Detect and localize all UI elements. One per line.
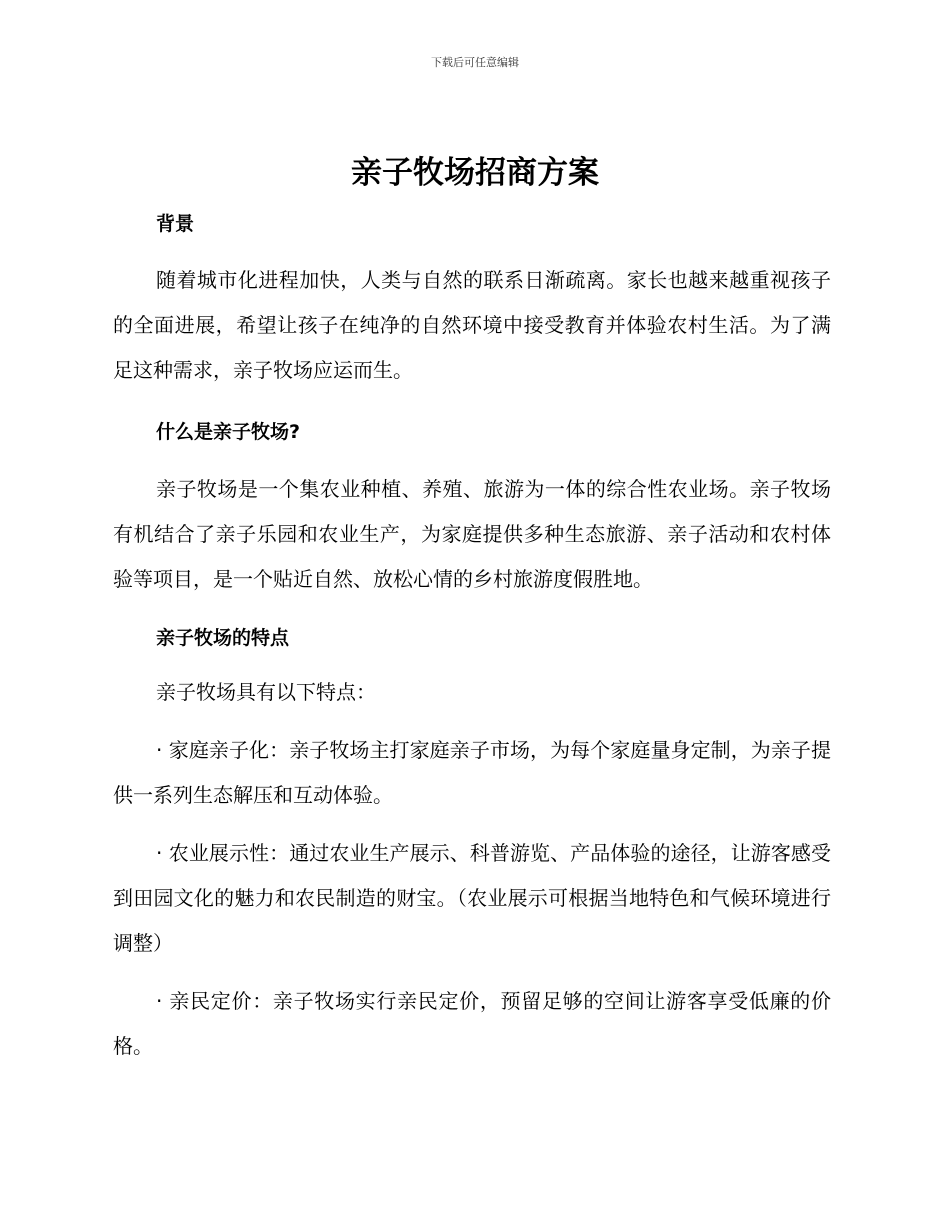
feature-item-family: · 家庭亲子化：亲子牧场主打家庭亲子市场，为每个家庭量身定制，为亲子提供一系列生态解压和互动体验。 bbox=[113, 738, 831, 807]
section-heading-features: 亲子牧场的特点 bbox=[156, 627, 290, 649]
document-title: 亲子牧场招商方案 bbox=[351, 155, 599, 191]
features-intro: 亲子牧场具有以下特点： bbox=[156, 680, 376, 704]
background-paragraph: 随着城市化进程加快，人类与自然的联系日渐疏离。家长也越来越重视孩子的全面进展，希望让孩子在纯净的自然环境中接受教育并体验农村生活。为了满足这种需求，亲子牧场应运而生。 bbox=[113, 268, 831, 382]
section-heading-what-is: 什么是亲子牧场? bbox=[156, 421, 301, 443]
section-heading-background: 背景 bbox=[156, 213, 195, 235]
feature-item-pricing: · 亲民定价：亲子牧场实行亲民定价，预留足够的空间让游客享受低廉的价格。 bbox=[113, 989, 831, 1058]
feature-item-agriculture: · 农业展示性：通过农业生产展示、科普游览、产品体验的途径，让游客感受到田园文化的魅力和农民制造的财宝。（农业展示可根据当地特色和气候环境进行调整） bbox=[113, 841, 831, 955]
what-is-paragraph: 亲子牧场是一个集农业种植、养殖、旅游为一体的综合性农业场。亲子牧场有机结合了亲子乐园和农业生产，为家庭提供多种生态旅游、亲子活动和农村体验等项目，是一个贴近自然、放松心情的乡村旅游度假胜地。 bbox=[113, 477, 831, 591]
document-body bbox=[113, 200, 831, 1069]
page-header-note: 下载后可任意编辑 bbox=[431, 56, 519, 69]
